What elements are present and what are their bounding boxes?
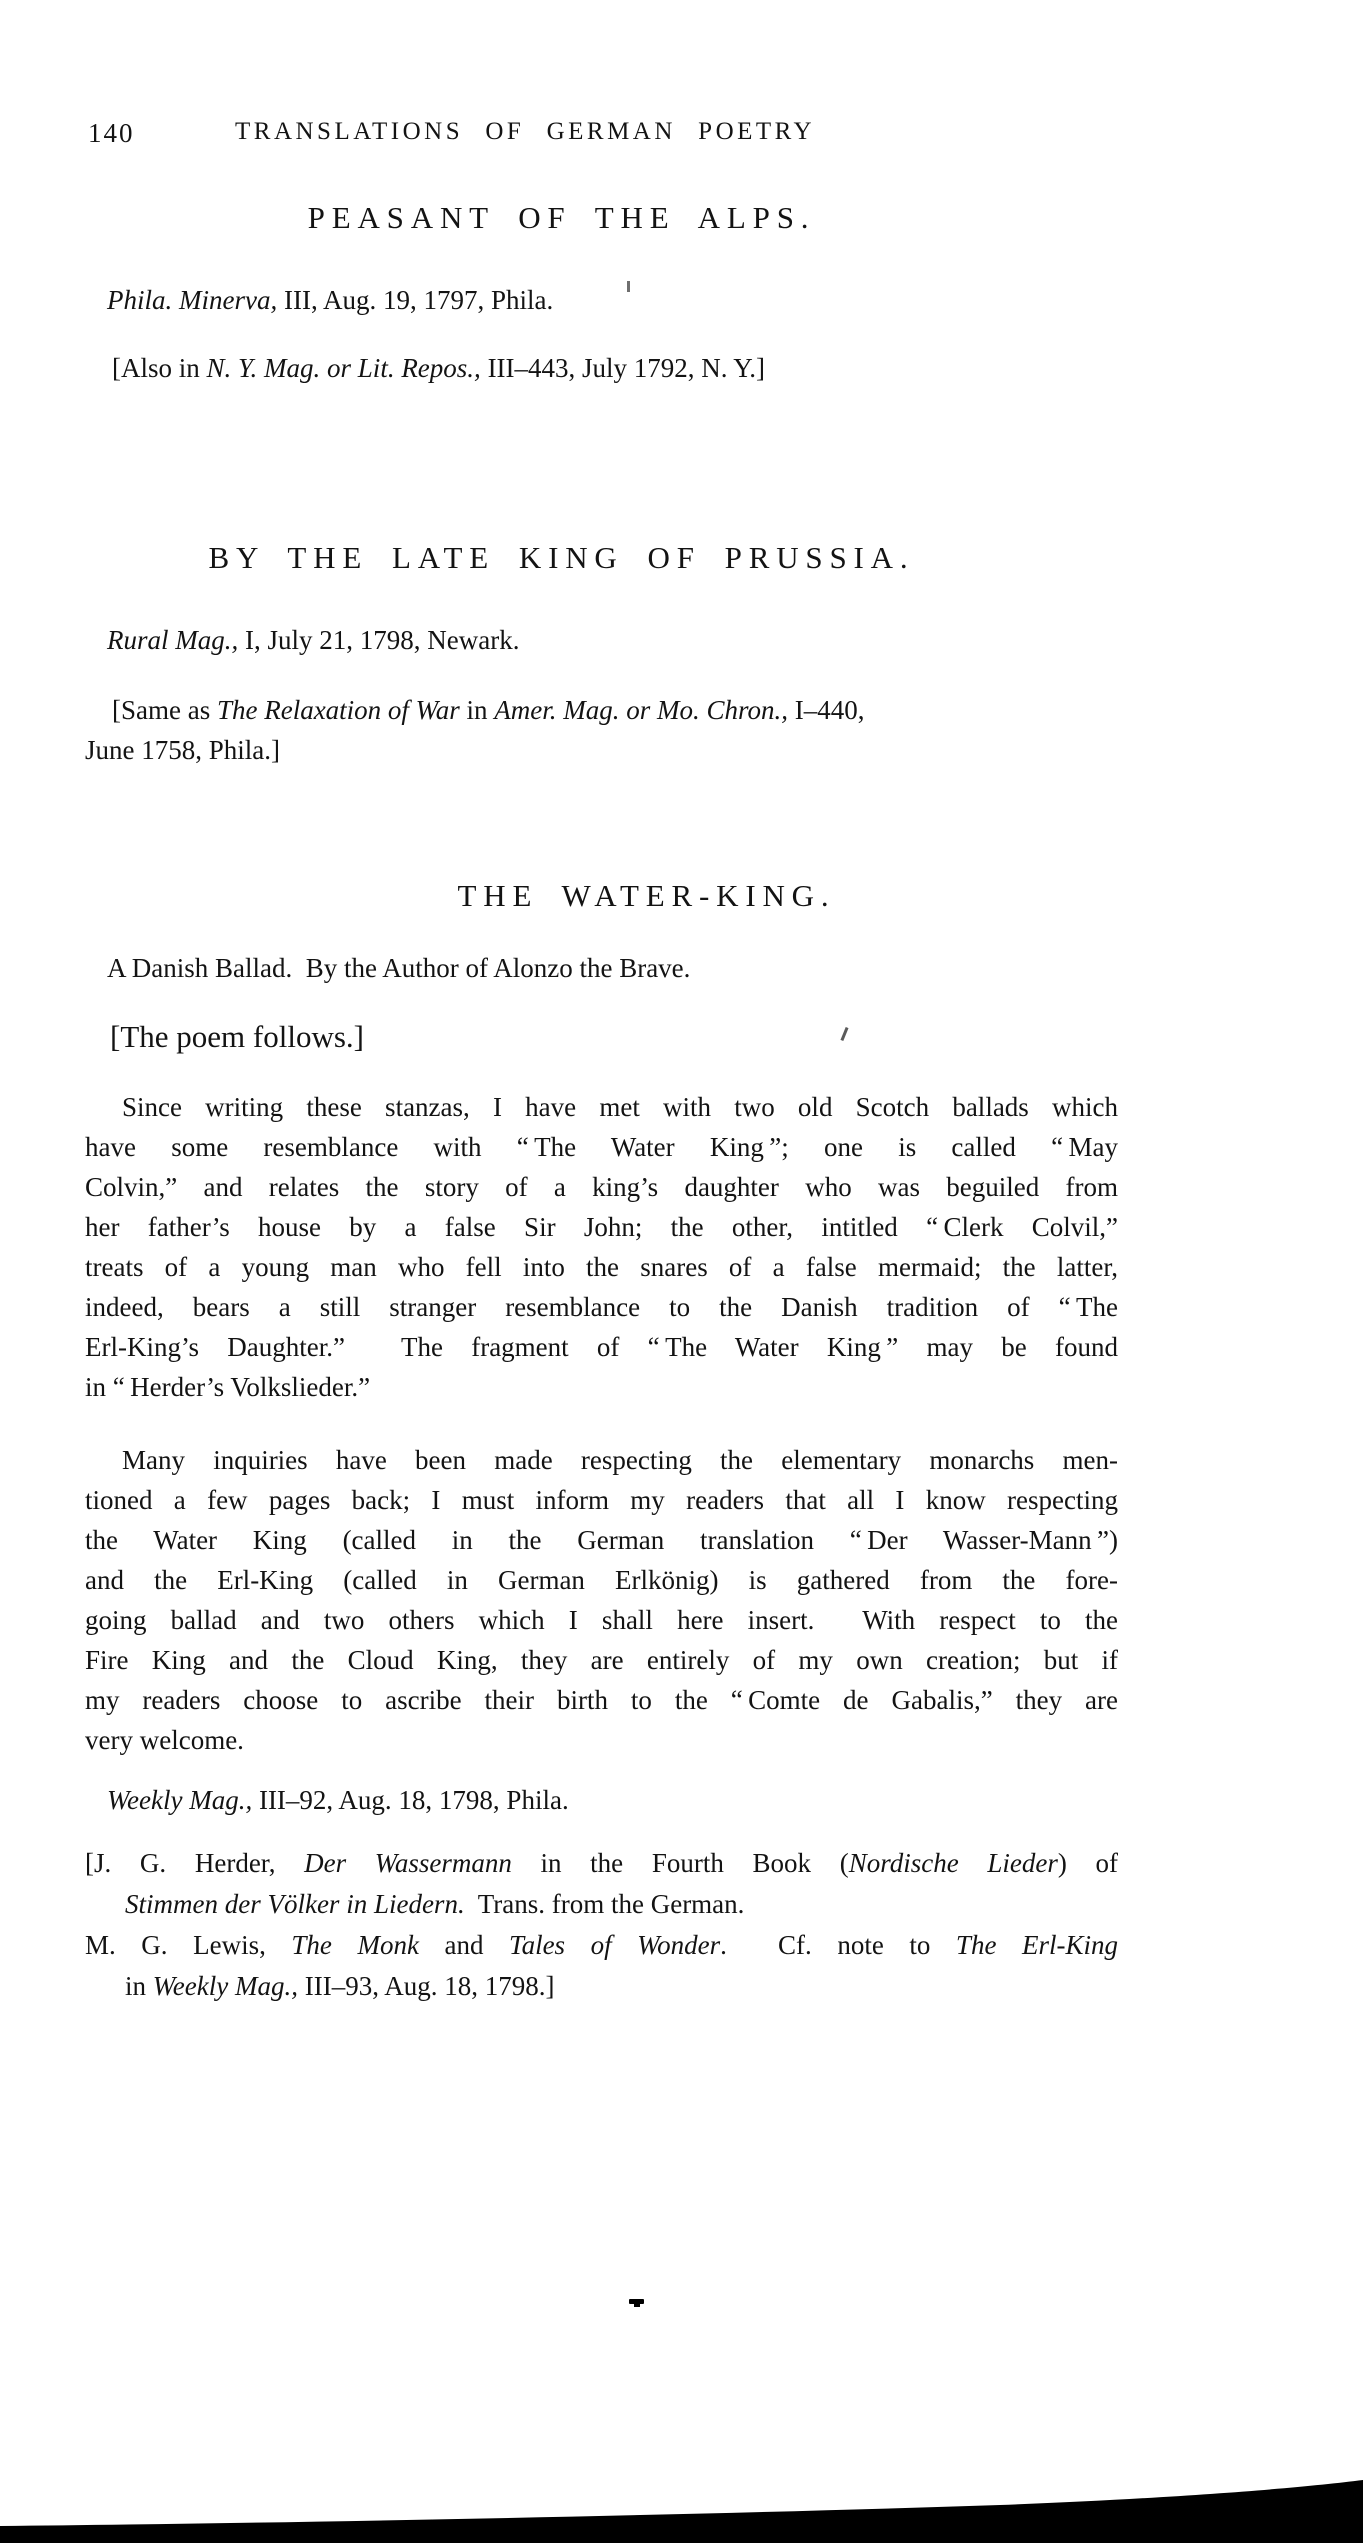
note-line: in Weekly Mag., III–93, Aug. 18, 1798.] [125,1971,555,2001]
paragraph-line: Since writing these stanzas, I have met with two old Scotch ballads which [122,1092,1118,1122]
paragraph-line: Fire King and the Cloud King, they are entirely of my own creation; but if [85,1645,1118,1675]
note-line: [Same as The Relaxation of War in Amer. Mag. or Mo. Chron., I–440, [112,695,865,725]
paragraph-line: in “ Herder’s Volkslieder.” [85,1372,371,1402]
paragraph-line: and the Erl-King (called in German Erlkönig) is gathered from the fore- [85,1565,1118,1595]
paragraph-line: Colvin,” and relates the story of a king’s daughter who was beguiled from [85,1172,1118,1202]
paragraph [85,1440,1118,1760]
note-line: [Also in N. Y. Mag. or Lit. Repos., III–443, July 1792, N. Y.] [112,353,766,383]
note-line: [J. G. Herder, Der Wassermann in the Fourth Book (Nordische Lieder) of [85,1848,1118,1878]
paragraph-line: Many inquiries have been made respecting the elementary monarchs men- [122,1445,1118,1475]
paragraph-line: tioned a few pages back; I must inform my readers that all I know respecting [85,1485,1118,1515]
paragraph-line: have some resemblance with “ The Water King ”; one is called “ May [85,1132,1118,1162]
paragraph-line: going ballad and two others which I shall here insert. With respect to the [85,1605,1118,1635]
citation-line: Weekly Mag., III–92, Aug. 18, 1798, Phila. [107,1785,569,1815]
paragraph-line: treats of a young man who fell into the snares of a false mermaid; the latter, [85,1252,1118,1282]
entry-title-the-water-king: THE WATER-KING. [457,878,836,913]
note-line: M. G. Lewis, The Monk and Tales of Wonder. Cf. note to The Erl-King [85,1930,1118,1960]
paragraph [85,1087,1118,1407]
ink-blot [629,2299,644,2304]
paragraph-line: very welcome. [85,1725,244,1755]
subtitle-line: A Danish Ballad. By the Author of Alonzo the Brave. [107,953,691,983]
note-line: June 1758, Phila.] [85,735,280,765]
paragraph-line: Erl-King’s Daughter.” The fragment of “ The Water King ” may be found [85,1332,1118,1362]
scan-speck [627,281,630,292]
paragraph-line: her father’s house by a false Sir John; the other, intitled “ Clerk Colvil,” [85,1212,1118,1242]
running-head: TRANSLATIONS OF GERMAN POETRY [235,118,816,145]
poem-follows-note: [The poem follows.] [110,1019,364,1054]
bibliographic-notes [85,1843,1118,2007]
paragraph-line: the Water King (called in the German translation “ Der Wasser-Mann ”) [85,1525,1118,1555]
running-head-row [85,118,1118,158]
page-number: 140 [88,118,135,148]
note-line: Stimmen der Völker in Liedern. Trans. from the German. [125,1889,745,1919]
entry-title-peasant-of-the-alps: PEASANT OF THE ALPS. [307,200,816,235]
page-bottom-scan-shadow [0,2473,1363,2543]
entry-title-by-the-late-king-of-prussia: BY THE LATE KING OF PRUSSIA. [208,540,915,575]
paragraph-line: indeed, bears a still stranger resemblance to the Danish tradition of “ The [85,1292,1118,1322]
citation-line: Phila. Minerva, III, Aug. 19, 1797, Phila. [107,285,554,315]
citation-line: Rural Mag., I, July 21, 1798, Newark. [107,625,520,655]
paragraph-line: my readers choose to ascribe their birth to the “ Comte de Gabalis,” they are [85,1685,1118,1715]
text-block [85,0,1118,2007]
